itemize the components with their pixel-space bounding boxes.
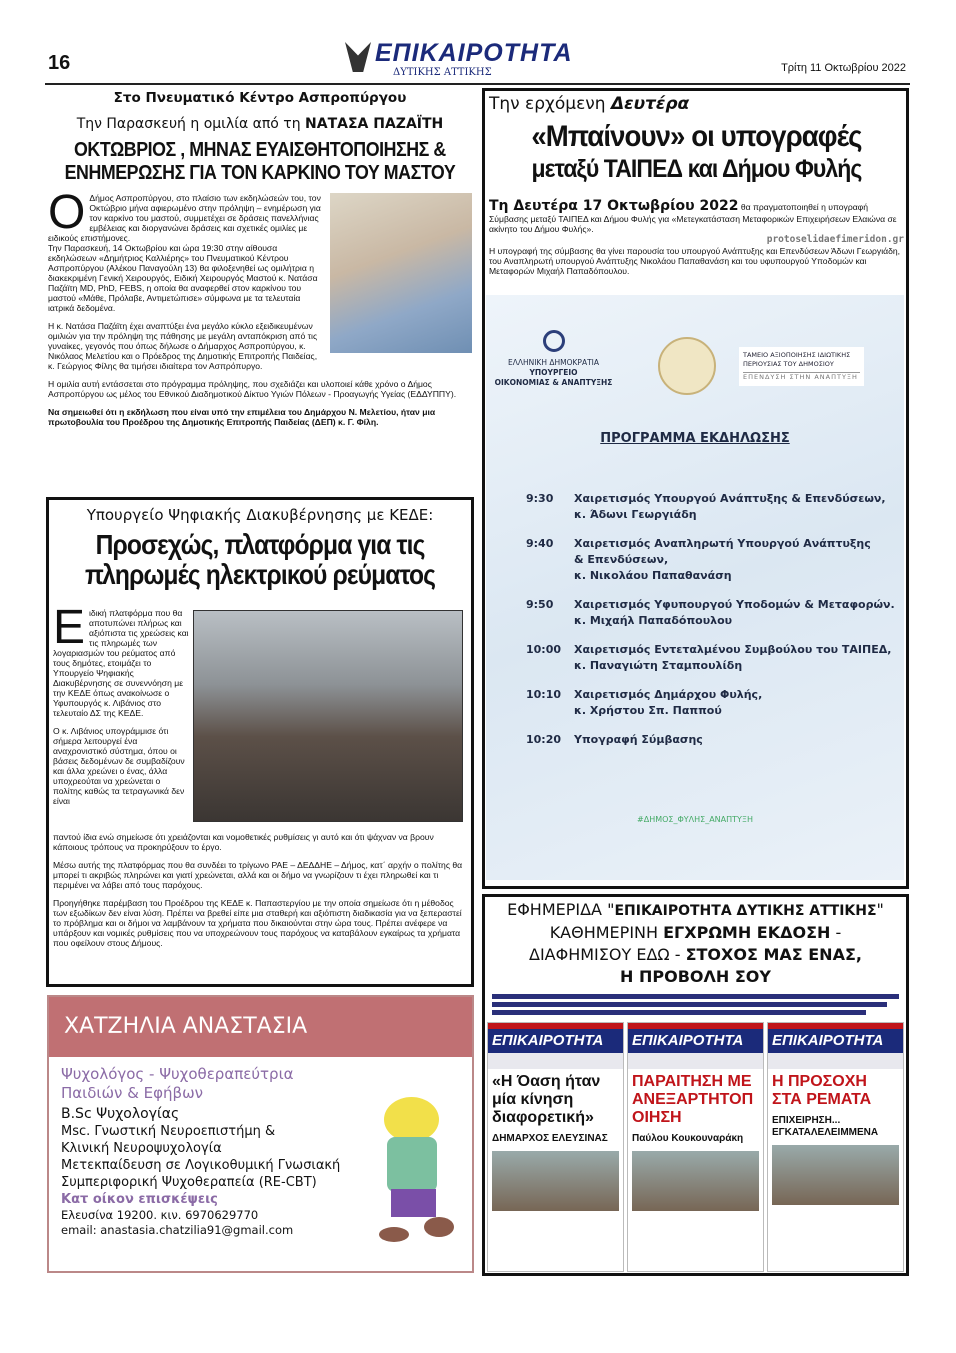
meeting-photo <box>193 610 463 822</box>
article1-body <box>45 186 475 427</box>
ad-line: Ψυχολόγος - Ψυχοθεραπεύτρια <box>61 1065 294 1083</box>
logo-subtitle: ΔΥΤΙΚΗΣ ΑΤΤΙΚΗΣ <box>393 67 492 78</box>
dimos-fylis-logo <box>658 337 716 395</box>
program-item <box>526 642 898 674</box>
masthead-logo <box>345 40 600 80</box>
psychologist-ad <box>47 995 474 1273</box>
program-title: ΠΡΟΓΡΑΜΜΑ ΕΚΔΗΛΩΣΗΣ <box>600 431 790 446</box>
program-item <box>526 536 898 584</box>
ad-line: Συμπεριφορική Ψυχοθεραπεία (RE-CBT) <box>61 1175 317 1190</box>
program-text: Χαιρετισμός Υπουργού Ανάπτυξης & Επενδύσεων, <box>574 492 886 505</box>
program-text: Υπογραφή Σύμβασης <box>574 733 703 746</box>
paragraph: παντού ίδια ενώ σημείωσε ότι χρειάζονται και νομοθετικές ρυθμίσεις γι αυτό και ότι ψάχναν να βρουν κάποιους τρόπους να προκηρύξουν το έργο. <box>53 832 434 852</box>
article1-kicker: Στο Πνευματικό Κέντρο Ασπροπύργου <box>113 90 407 106</box>
article2-kicker: Υπουργείο Ψηφιακής Διακυβέρνησης με ΚΕΔΕ: <box>86 506 434 524</box>
ad-email: email: anastasia.chatzilia91@gmail.com <box>61 1223 294 1237</box>
logo-text: ΕΛΛΗΝΙΚΗ ΔΗΜΟΚΡΑΤΙΑ <box>507 358 600 367</box>
drop-cap: Ε <box>53 601 86 654</box>
subtitle-text: Την Παρασκευή η ομιλία από τη <box>76 116 306 132</box>
paragraph: Να σημειωθεί ότι η εκδήλωση που είναι υπό την επιμέλεια του Δημάρχου Ν. Μελετίου, ήταν μια πρωτοβουλία του Προέδρου της Δημοτικής Επιτροπής Παιδείας (ΔΕΠ) κ. Γ. Φίλη. <box>48 407 436 427</box>
speaker-name: ΝΑΤΑΣΑ ΠΑΖΑΪΤΗ <box>305 116 444 132</box>
program-time: 10:00 <box>526 643 562 656</box>
article2-headline: Προσεχώς, πλατφόρμα για τις πληρωμές ηλεκτρικού ρεύματος <box>85 529 436 590</box>
program-item <box>526 597 898 629</box>
issue-date: Τρίτη 11 Οκτωβρίου 2022 <box>781 62 906 74</box>
ad-text: ΔΙΑΦΗΜΙΣΟΥ ΕΔΩ - <box>529 945 686 964</box>
article3-headline-2: μεταξύ ΤΑΙΠΕΔ και Δήμου Φυλής <box>531 155 862 183</box>
cover-subheadline: ΔΗΜΑΡΧΟΣ ΕΛΕΥΣΙΝΑΣ <box>492 1133 608 1144</box>
program-time: 10:10 <box>526 688 562 701</box>
program-time: 9:50 <box>526 598 554 611</box>
ad-line: B.Sc Ψυχολογίας <box>61 1106 180 1122</box>
ad-text: ΕΠΙΚΑΙΡΟΤΗΤΑ ΔΥΤΙΚΗΣ ΑΤΤΙΚΗΣ <box>614 903 877 919</box>
ad-name: ΧΑΤΖΗΛΙΑ ΑΝΑΣΤΑΣΙΑ <box>49 997 472 1057</box>
paragraph: ιδική πλατφόρμα που θα αποτυπώνει πλήρως και αξιόπιστα τις χρεώσεις και τις πληρωμές των λογαριασμών του ρεύματος από τους δημότες, ετοιμάζει το Υπουργείο Ψηφιακής Διακυβέρνησης σε συνεννόηση με την ΚΕΔΕ όπως ανακοίνωσε ο Υφυπουργός κ. Λιβάνιος στο τελευταίο ΔΣ της ΚΕΔΕ. <box>53 608 189 718</box>
newspaper-cover <box>627 1022 764 1272</box>
ad-text: ΣΤΟΧΟΣ ΜΑΣ ΕΝΑΣ, <box>685 945 862 964</box>
drop-cap: Ο <box>48 186 86 239</box>
logo-title: ΕΠΙΚΑΙΡΟΤΗΤΑ <box>375 39 573 67</box>
ad-line: Msc. Γνωστική Νευροεπιστήμη & <box>61 1124 276 1139</box>
ad-text: ΚΑΘΗΜΕΡΙΝΗ <box>549 923 664 942</box>
ad-line: Μετεκπαίδευση σε Λογικοθυμική Γνωσιακή <box>61 1158 341 1173</box>
paragraph: Την Παρασκευή, 14 Οκτωβρίου και ώρα 19:30 στην αίθουσα εκδηλώσεων «Δημήτριος Καλλιέρης» του Πνευματικού Κέντρου Ασπροπύργου (Αλέκου Παναγούλη 13) θα φιλοξενηθεί ως ομιλήτρια η διακεκριμένη Γενική Χειρουργός, Ειδική Χειρουργός Μαστού κ. Νατάσα Παζάϊτη MD, PhD, FEBS, η οποία θα αναφερθεί στον καρκίνου του μαστού «Μάθε, Πρόλαβε, Αντιμετώπισε» σύμφωνα με τα τελευταία ιατρικά δεδομένα. <box>48 243 318 313</box>
program-item <box>526 491 898 523</box>
program-time: 9:30 <box>526 492 554 505</box>
cover-masthead: ΕΠΙΚΑΙΡΟΤΗΤΑ <box>768 1029 903 1053</box>
ad-line: Κλινική Νευροψυχολογία <box>61 1141 222 1156</box>
program-item <box>526 687 898 719</box>
program-text: Χαιρετισμός Εντεταλμένου Συμβούλου του ΤΑΙΠΕΔ, <box>574 643 892 656</box>
ad-text: " <box>876 900 884 919</box>
program-list <box>526 491 898 748</box>
article1 <box>45 89 475 427</box>
ad-line: Παιδιών & Εφήβων <box>61 1084 204 1102</box>
watermark: protoselidaefimeridon.gr <box>766 234 904 245</box>
page-number: 16 <box>48 52 71 74</box>
newspaper-ad-text <box>487 899 904 988</box>
article3-body <box>489 198 904 276</box>
ministry-logo <box>486 330 621 388</box>
paragraph: Η κ. Νατάσα Παζάϊτη έχει αναπτύξει ένα μεγάλο κύκλο εξειδικευμένων ομιλιών για την πρόληψη της πάθησης με μεγάλη ανταπόκριση από τις γυναίκες, γεγονός που όπως δήλωσε ο Δήμαρχος Ασπροπύργου, κ. Νικόλαος Μελετίου και ο Πρόεδρος της Δημοτικής Επιτροπής Παιδείας, κ. Γεώργιος Φίλης θα τιμήσει ιδιαίτερα τον Ασπρόπυργο. <box>48 321 318 371</box>
newspaper-ad <box>487 899 904 1272</box>
event-program-image <box>486 295 904 880</box>
paragraph: Η υπογραφή της σύμβασης θα γίνει παρουσία του υπουργού Ανάπτυξης και Επενδύσεων Άδωνι Γεωργιάδη, του Αναπληρωτή υπουργού Ανάπτυξης Νικολάου Παπαθανάση και του υφυπουργού Υποδομών και Μεταφορών Μιχαήλ Παπαδόπουλου. <box>489 246 901 276</box>
program-hashtag: #ΔΗΜΟΣ_ΦΥΛΗΣ_ΑΝΑΠΤΥΞΗ <box>637 815 753 824</box>
article2-body-col <box>53 601 189 806</box>
paragraph <box>489 198 904 234</box>
program-text: Χαιρετισμός Αναπληρωτή Υπουργού Ανάπτυξης <box>574 537 871 550</box>
paragraph: Ο κ. Λιβάνιος υπογράμμισε ότι σήμερα λειτουργεί ένα αναχρονιστικό σύστημα, όπου οι βάσεις δεδομένων δε συμβαδίζουν και άλλα χρεώνει ο ένας, άλλα υποχρεούται να χρεώνεται ο πολίτης καθώς τα τετραγωνικά δεν είναι <box>53 726 185 806</box>
article1-headline: ΟΚΤΩΒΡΙΟΣ , ΜΗΝΑΣ ΕΥΑΙΣΘΗΤΟΠΟΙΗΣΗΣ & ΕΝΗΜΕΡΩΣΗΣ ΓΙΑ ΤΟΝ ΚΑΡΚΙΝΟ ΤΟΥ ΜΑΣΤΟΥ <box>64 139 456 184</box>
cover-headline: Η ΠΡΟΣΟΧΗ ΣΤΑ ΡΕΜΑΤΑ <box>772 1073 872 1108</box>
kicker-day: Δευτέρα <box>610 94 690 114</box>
cover-masthead: ΕΠΙΚΑΙΡΟΤΗΤΑ <box>488 1029 623 1053</box>
paragraph: Προηγήθηκε παρέμβαση του Προέδρου της ΚΕΔΕ κ. Παπαστεργίου με την οποία σημείωσε ότι η μέθοδος των εξωδίκων δεν είναι λύση. Πρέπει να βρεθεί είπε μια σταθερή και αξιόπιστη διαδικασία για να ξεπεραστεί το πρόβλημα και οι δήμοι να λαμβάνουν τα χρήματα που δικαιούνται στην ώρα τους. Πρέπει ανέφερε να υπάρξουν και νομικές ρυθμίσεις που να υποχρεώνουν τους παρόχους να καταβάλουν εγκαίρως τα χρήματα που οφείλουν στους Δήμους. <box>53 898 462 948</box>
program-text: κ. Χρήστου Σπ. Παππού <box>574 704 722 717</box>
program-time: 10:20 <box>526 733 562 746</box>
newspaper-cover <box>487 1022 624 1272</box>
program-text: Χαιρετισμός Υφυπουργού Υποδομών & Μεταφορών. <box>574 598 895 611</box>
newspaper-covers <box>487 1022 904 1272</box>
logo-text: ΤΑΜΕΙΟ ΑΞΙΟΠΟΙΗΣΗΣ ΙΔΙΩΤΙΚΗΣ <box>743 351 851 359</box>
article2-body-wide <box>53 832 468 948</box>
taiped-logo <box>739 347 864 386</box>
article3-kicker <box>489 93 904 115</box>
cover-headline: «Η Όαση ήταν μία κίνηση διαφορετική» <box>492 1073 601 1126</box>
logo-text: ΠΕΡΙΟΥΣΙΑΣ ΤΟΥ ΔΗΜΟΣΙΟΥ <box>743 360 834 368</box>
logo-text: ΟΙΚΟΝΟΜΙΑΣ & ΑΝΑΠΤΥΞΗΣ <box>494 378 613 387</box>
ad-text: - <box>830 923 842 942</box>
ad-text: ΕΓΧΡΩΜΗ ΕΚΔΟΣΗ <box>663 923 831 942</box>
lead-date: Τη Δευτέρα 17 Οκτωβρίου 2022 <box>489 198 739 214</box>
paragraph: Η ομιλία αυτή εντάσσεται στο πρόγραμμα πρόληψης, που σχεδιάζει και υλοποιεί κάθε χρόνο ο Δήμος Ασπροπύργου ως μέλος του Εθνικού Διαδημοτικού Δίκτυο Υγιών Πόλεων - Προαγωγής Υγείας (ΕΔΔΥΠΠΥ). <box>48 379 457 399</box>
ad-phone: Ελευσίνα 19200. κιν. 6970629770 <box>61 1208 259 1222</box>
lead-text: θα πραγματοποιηθεί η υπογραφή Σύμβασης μεταξύ ΤΑΙΠΕΔ και Δήμου Φυλής για «Μετεγκατάσταση Μεταφορικών Επιχειρήσεων Ελαιώνα σε ακίνητο του Δήμου Φυλής». <box>489 202 897 234</box>
child-drawing-illustration <box>369 1067 459 1257</box>
coat-of-arms-icon <box>543 330 565 352</box>
speaker-photo <box>330 193 472 353</box>
article3 <box>489 93 904 276</box>
program-text: κ. Άδωνι Γεωργιάδη <box>574 508 697 521</box>
program-text: κ. Νικολάου Παπαθανάση <box>574 569 732 582</box>
program-text: & Επενδύσεων, <box>574 553 669 566</box>
paragraph: Μέσω αυτής της πλατφόρμας που θα συνδέει το τρίγωνο ΡΑΕ – ΔΕΔΔΗΕ – Δήμος, κατ΄ αρχήν ο πολίτης θα μπορεί τι ακριβώς πληρώνει και γιατί χρεώνεται, αλλά και οι δήμο να γνωρίζουν τι έχει πληρωθεί και τι περιμένει να λάβει από τους παρόχους. <box>53 860 463 890</box>
program-item <box>526 732 898 748</box>
logo-text: ΥΠΟΥΡΓΕΙΟ <box>529 368 578 377</box>
ad-text: ΕΦΗΜΕΡΙΔΑ " <box>507 900 615 919</box>
program-text: κ. Παναγιώτη Σταμπουλίδη <box>574 659 743 672</box>
decorative-lines <box>492 994 899 1018</box>
cover-subheadline: ΕΠΙΧΕΙΡΗΣΗ... ΕΓΚΑΤΑΛΕΛΕΙΜΜΕΝΑ <box>772 1115 879 1138</box>
kicker-text: Την ερχόμενη <box>489 94 611 114</box>
program-text: Χαιρετισμός Δημάρχου Φυλής, <box>574 688 763 701</box>
newspaper-cover <box>767 1022 904 1272</box>
cover-masthead: ΕΠΙΚΑΙΡΟΤΗΤΑ <box>628 1029 763 1053</box>
ad-line: Κατ οίκον επισκέψεις <box>61 1192 218 1207</box>
program-text: κ. Μιχαήλ Παπαδόπουλου <box>574 614 733 627</box>
header-rule <box>45 83 910 85</box>
paragraph: Δήμος Ασπροπύργου, στο πλαίσιο των εκδηλώσεών του, τον Οκτώβριο μήνα αφιερωμένο στην πρόληψη – ενημέρωση για τον καρκίνο του μαστού, συμμετέχει σε δράσεις πανελλήνιας εμβέλειας και διοργανώνει δράσεις και σχετικές ομιλίες με ειδικούς επιστήμονες. <box>48 193 321 243</box>
ad-text: Η ΠΡΟΒΟΛΗ ΣΟΥ <box>620 967 771 986</box>
article1-subtitle <box>45 115 475 133</box>
program-time: 9:40 <box>526 537 554 550</box>
logo-text: ΕΠΕΝΔΥΣΗ ΣΤΗΝ ΑΝΑΠΤΥΞΗ <box>743 372 860 382</box>
eagle-icon <box>345 42 371 72</box>
cover-headline: ΠΑΡΑΙΤΗΣΗ ΜΕ ΑΝΕΞΑΡΤΗΤΟΠΟΙΗΣΗ <box>632 1073 754 1126</box>
article3-headline-1: «Μπαίνουν» οι υπογραφές <box>531 120 862 153</box>
cover-subheadline: Παύλου Κουκουναράκη <box>632 1133 744 1144</box>
